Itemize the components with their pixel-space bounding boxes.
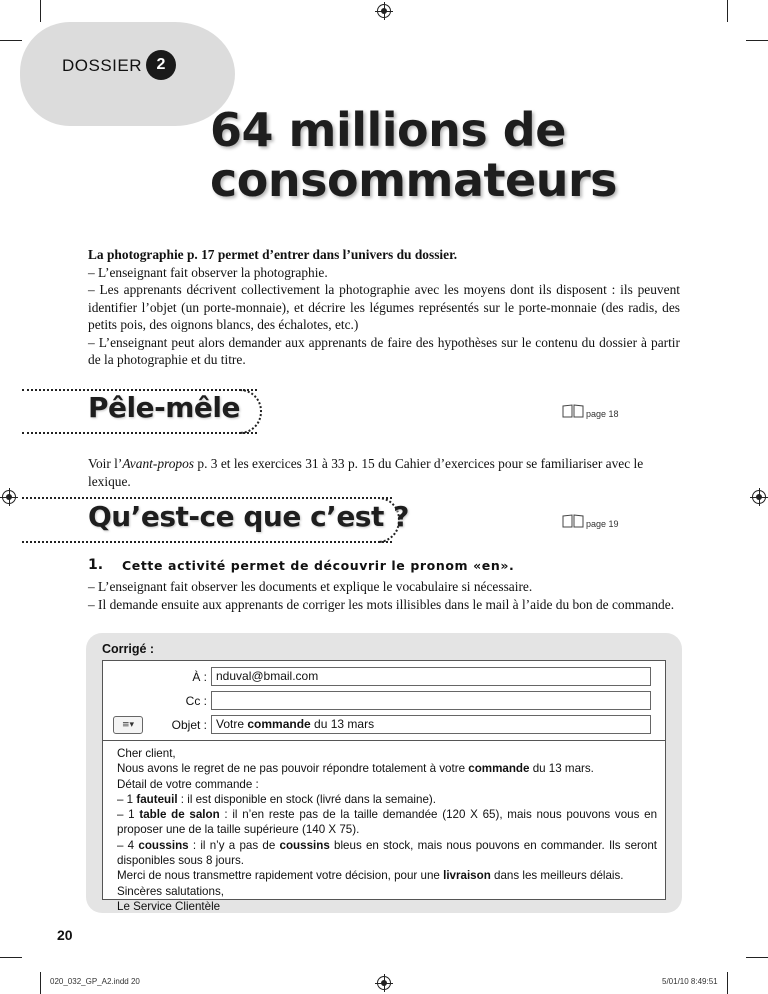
page-reference: page 18 (586, 409, 619, 419)
avant-propos-ref: Avant-propos (122, 456, 195, 471)
page-reference: page 19 (586, 519, 619, 529)
crop-mark (727, 972, 728, 994)
book-icon (562, 514, 584, 528)
intro-lead: La photographie p. 17 permet d’entrer dans l’univers du dossier. (88, 247, 458, 262)
title-line-2: consommateurs (210, 153, 618, 207)
section-2-text (88, 578, 688, 613)
intro-paragraph (88, 246, 680, 369)
slug-filename: 020_032_GP_A2.indd 20 (50, 977, 140, 986)
list-menu-button[interactable]: ≡▾ (113, 716, 143, 734)
activity-title: Cette activité permet de découvrir le pronom «en». (122, 558, 515, 573)
cc-label: Cc : (185, 694, 207, 708)
cc-field[interactable] (211, 691, 651, 710)
subject-keyword: commande (247, 717, 311, 731)
registration-mark-icon (752, 490, 766, 504)
page-number: 20 (57, 927, 73, 943)
slug-timestamp: 5/01/10 8:49:51 (662, 977, 718, 986)
registration-mark-icon (377, 4, 391, 18)
email-body: Cher client, Nous avons le regret de ne pas pouvoir répondre totalement à votre commande du 13 mars. Détail de votre commande : – 1 fauteuil : il est disponible en stock (livré dans la semaine). – 1 table de salon : il n’en reste pas de la taille demandée (120 X 65), mais nous pouvons vous en proposer une de la taille supérieure (140 X 75). – 4 coussins : il n’y a pas de coussins bleus en stock, mais nous pouvons en commander. Ils seront disponibles sous 8 jours. Merci de nous transmettre rapidement votre décision, pour une livraison dans les meilleurs délais. Sincères salutations, Le Service Clientèle (117, 747, 658, 913)
section-1-text: Voir l’Avant-propos p. 3 et les exercices 31 à 33 p. 15 du Cahier d’exercices pour se familiariser avec le lexique. (88, 456, 644, 489)
crop-mark (0, 957, 22, 958)
page-title (210, 105, 730, 205)
to-label: À : (192, 670, 207, 684)
subject-field[interactable]: Votre commande du 13 mars (211, 715, 651, 734)
registration-mark-icon (2, 490, 16, 504)
instruction-line: – L’enseignant fait observer les documents et explique le vocabulaire si nécessaire. (88, 579, 533, 594)
crop-mark (0, 40, 22, 41)
intro-line: – Les apprenants décrivent collectivement la photographie avec les moyens dont ils disposent : ils peuvent identifier l’objet (un porte-monnaie), et décrire les légumes représentés sur le porte-monnaie (des radis, des petits pois, des oignons blancs, des échalotes, etc.) (88, 282, 680, 332)
intro-line: – L’enseignant fait observer la photographie. (88, 264, 328, 280)
email-divider (102, 740, 666, 741)
corrige-label: Corrigé : (102, 642, 155, 656)
section-border-bottom (22, 541, 392, 543)
activity-number: 1. (88, 557, 104, 573)
book-icon (562, 404, 584, 418)
crop-mark (40, 972, 41, 994)
section-title-quest-ce-que-cest: Qu’est-ce que c’est ? (88, 500, 409, 533)
dossier-label: DOSSIER (62, 56, 143, 75)
subject-label: Objet : (171, 718, 207, 732)
intro-line: – L’enseignant peut alors demander aux apprenants de faire des hypothèses sur le contenu du dossier à partir de la photographie et du titre. (88, 334, 680, 367)
section-title-pele-mele: Pêle-mêle (88, 391, 240, 424)
to-field[interactable]: nduval@bmail.com (211, 667, 651, 686)
registration-mark-icon (377, 976, 391, 990)
crop-mark (40, 0, 41, 22)
instruction-line: – Il demande ensuite aux apprenants de corriger les mots illisibles dans le mail à l’aide du bon de commande. (88, 596, 675, 612)
dossier-number-badge: 2 (146, 50, 176, 80)
crop-mark (746, 957, 768, 958)
section-border-cap (240, 389, 262, 434)
section-border-bottom (22, 432, 257, 434)
section-border-top (22, 497, 392, 499)
crop-mark (746, 40, 768, 41)
title-line-1: 64 millions de (210, 103, 566, 157)
crop-mark (727, 0, 728, 22)
